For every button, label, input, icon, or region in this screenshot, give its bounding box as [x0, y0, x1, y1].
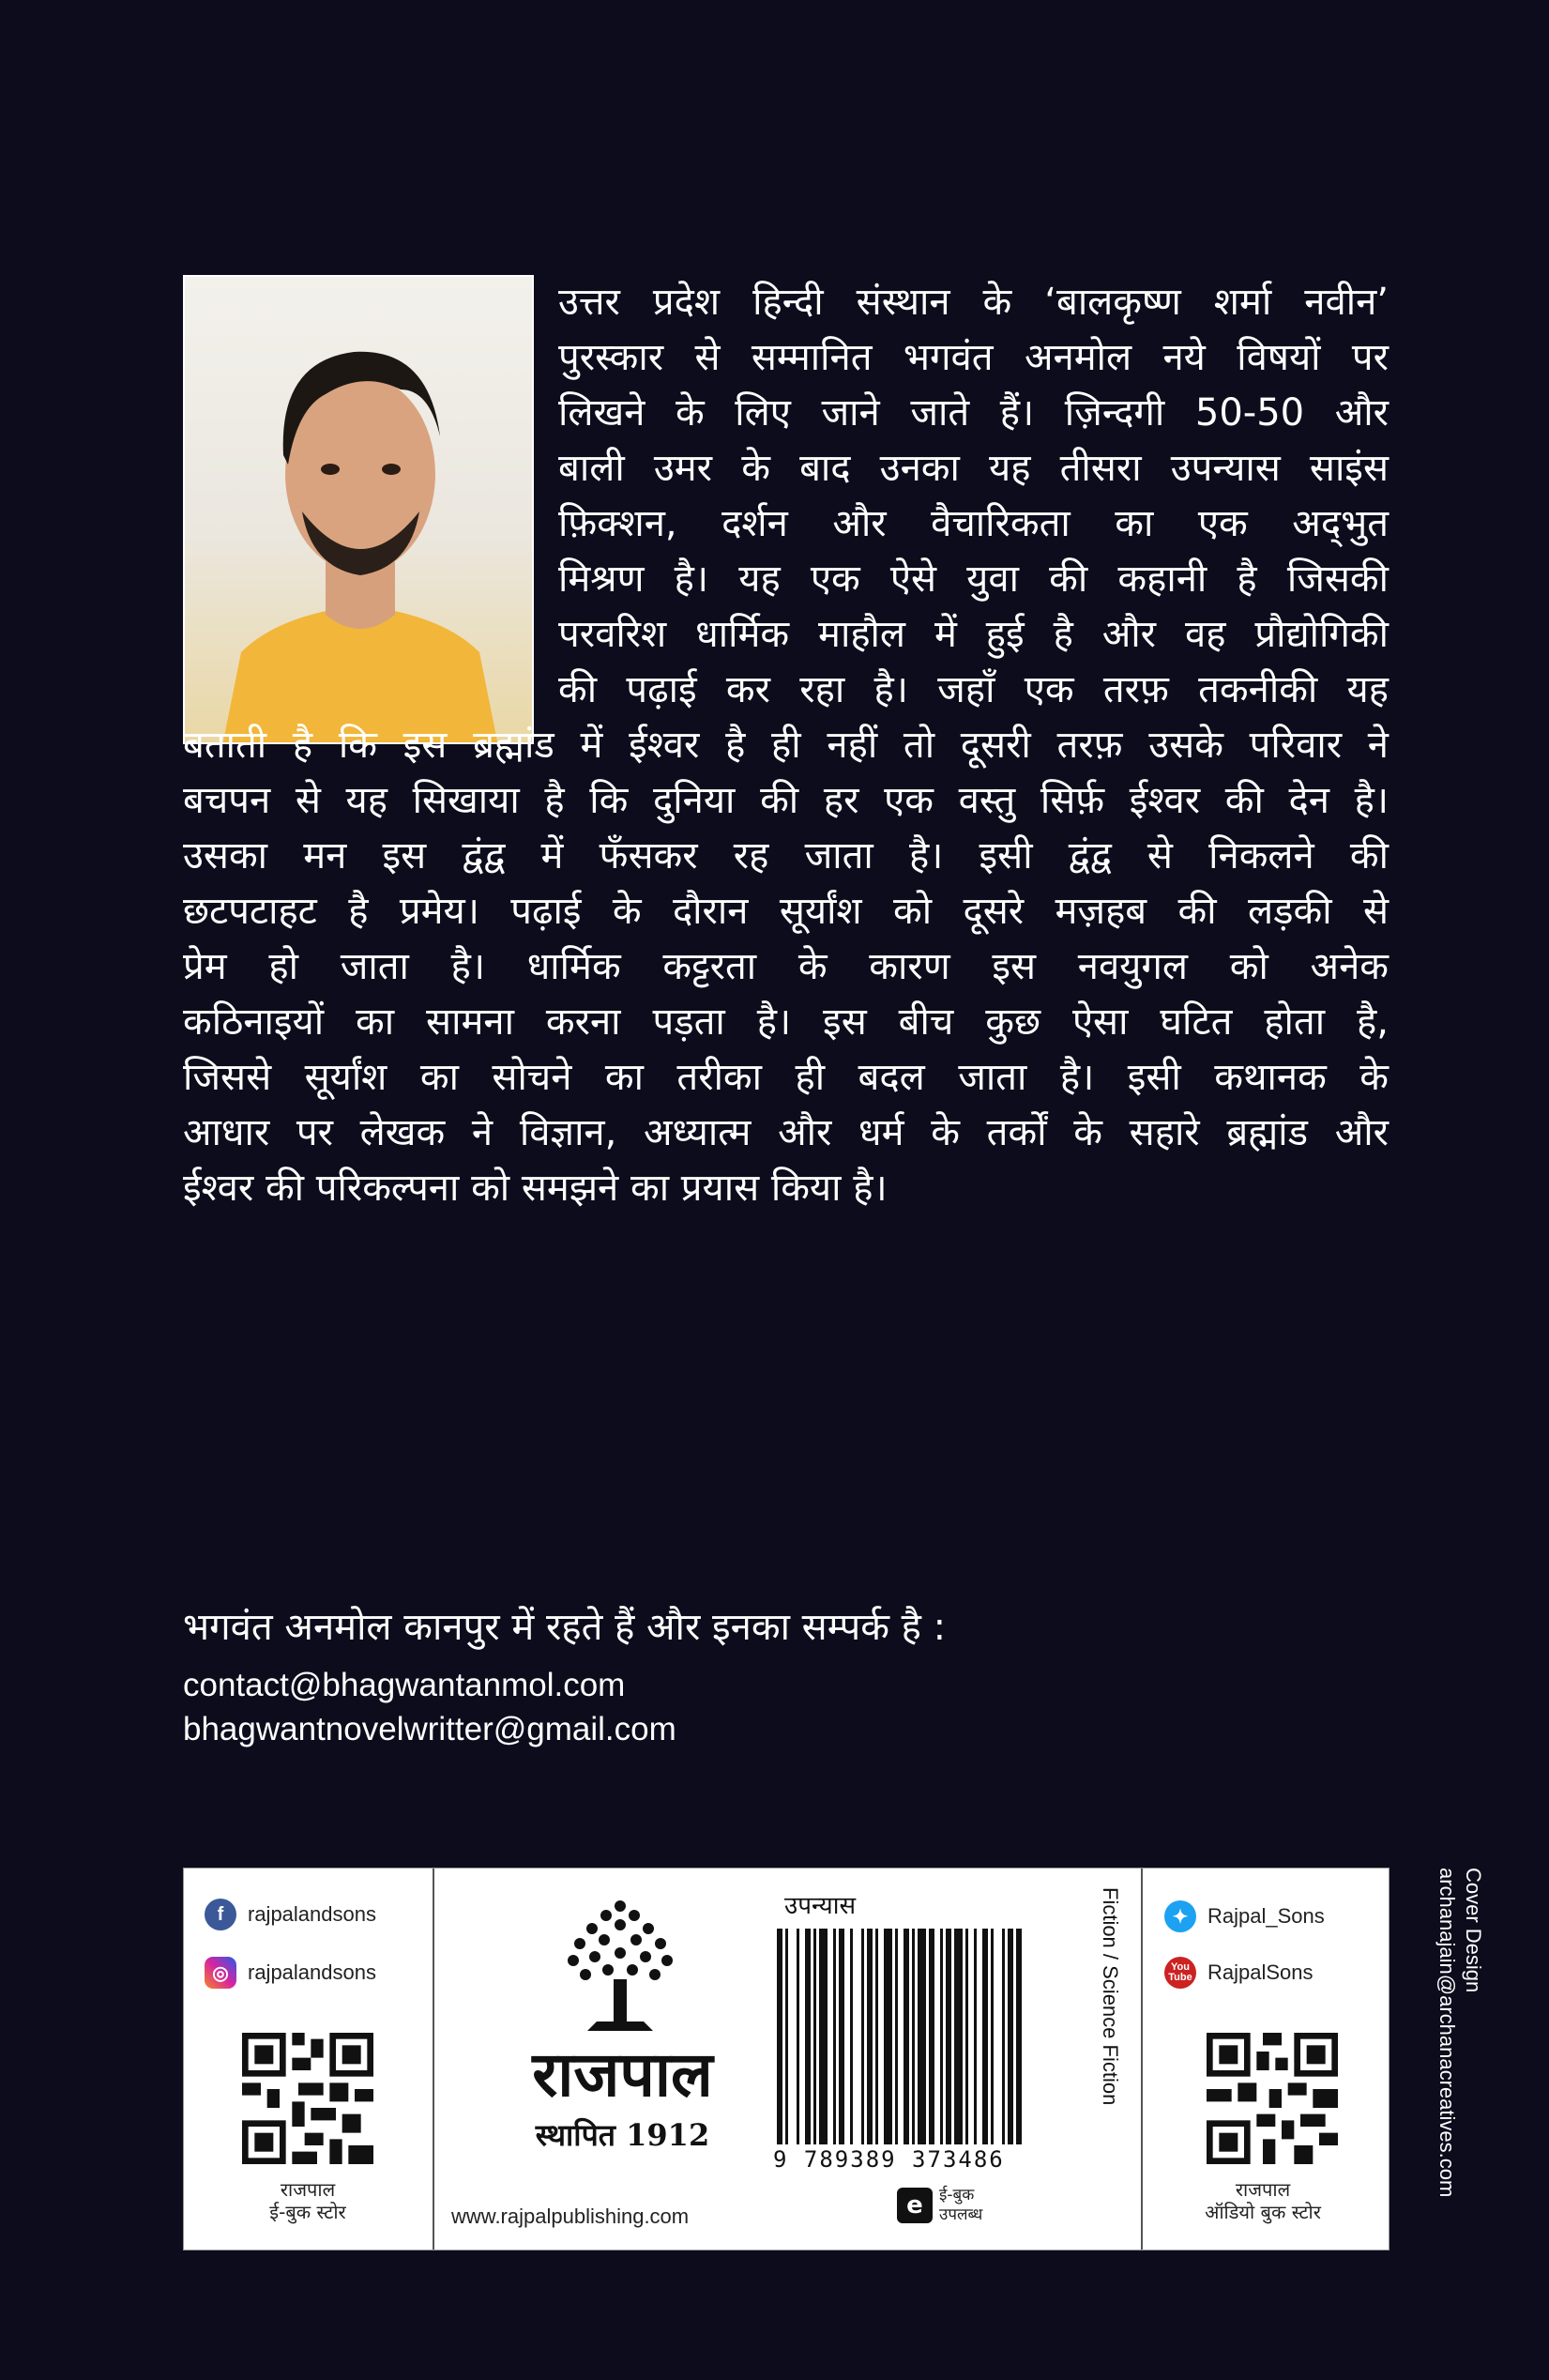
barcode-bar	[946, 1929, 951, 2144]
panel-divider	[1141, 1869, 1143, 2250]
barcode-bar	[965, 1929, 968, 2144]
blurb-line: मिश्रण है। यह एक ऐसे युवा की कहानी है जिसकी	[558, 557, 1389, 601]
youtube-row[interactable]	[1164, 1957, 1314, 1989]
cover-design-email: archanajain@archanacreatives.com	[1435, 1868, 1459, 2198]
facebook-row[interactable]	[205, 1899, 376, 1930]
isbn-digits: 9 789389 373486	[773, 2146, 1005, 2173]
ebook-icon: e	[897, 2188, 933, 2223]
barcode-bar	[991, 1929, 994, 2144]
twitter-row[interactable]	[1164, 1900, 1325, 1932]
blurb-line: बचपन से यह सिखाया है कि दुनिया की हर एक वस्तु सिर्फ़ ईश्वर की देन है।	[183, 779, 1389, 822]
blurb-line: बाली उमर के बाद उनका यह तीसरा उपन्यास साइंस	[558, 447, 1389, 490]
youtube-icon: You Tube	[1164, 1957, 1196, 1989]
rajpal-tree-logo	[559, 1895, 681, 2036]
barcode-bar	[785, 1929, 788, 2144]
category-label: उपन्यास	[784, 1892, 857, 1920]
barcode-bar	[918, 1929, 926, 2144]
barcode-bar	[839, 1929, 844, 2144]
qr-code-ebook-store[interactable]	[242, 2033, 373, 2164]
barcode-bar	[974, 1929, 977, 2144]
ebook-available-text: ई-बुक उपलब्ध	[939, 2186, 983, 2224]
barcode-bar	[1002, 1929, 1005, 2144]
panel-divider	[433, 1869, 434, 2250]
barcode-bar	[819, 1929, 828, 2144]
facebook-icon: f	[205, 1899, 236, 1930]
barcode-bar	[912, 1929, 915, 2144]
barcode-bar	[777, 1929, 782, 2144]
barcode-bar	[940, 1929, 943, 2144]
barcode-bar	[1008, 1929, 1013, 2144]
genre-label: Fiction / Science Fiction	[1099, 1887, 1122, 2106]
blurb-line: बताती है कि इस ब्रह्मांड में ईश्वर है ही नहीं तो दूसरी तरफ़ उसके परिवार ने	[183, 724, 1389, 767]
contact-email-1[interactable]: contact@bhagwantanmol.com	[183, 1667, 626, 1703]
blurb-line: प्रेम हो जाता है। धार्मिक कट्टरता के कारण इस नवयुगल को अनेक	[183, 945, 1389, 988]
rajpal-logo-text: राजपाल	[532, 2037, 713, 2111]
barcode-bar	[867, 1929, 873, 2144]
blurb-line: ईश्वर की परिकल्पना को समझने का प्रयास किया है।	[183, 1167, 888, 1210]
barcode-bar	[850, 1929, 853, 2144]
qr-right-caption: राजपाल ऑडियो बुक स्टोर	[1205, 2178, 1321, 2223]
facebook-handle: rajpalandsons	[248, 1902, 376, 1926]
barcode-bar	[982, 1929, 988, 2144]
barcode-bar	[875, 1929, 878, 2144]
twitter-handle: Rajpal_Sons	[1207, 1904, 1325, 1928]
author-photo	[183, 275, 534, 744]
blurb-line: जिससे सूर्यांश का सोचने का तरीका ही बदल जाता है। इसी कथानक के	[183, 1056, 1389, 1099]
barcode-bar	[929, 1929, 934, 2144]
publisher-website[interactable]: www.rajpalpublishing.com	[451, 2205, 690, 2228]
blurb-line: छटपटाहट है प्रमेय। पढ़ाई के दौरान सूर्यांश को दूसरे मज़हब की लड़की से	[183, 890, 1389, 933]
blurb-line: फ़िक्शन, दर्शन और वैचारिकता का एक अद्‌भुत	[558, 502, 1389, 545]
blurb-line: पुरस्कार से सम्मानित भगवंत अनमोल नये विषयों पर	[558, 336, 1389, 379]
barcode-bar	[805, 1929, 811, 2144]
contact-email-2[interactable]: bhagwantnovelwritter@gmail.com	[183, 1711, 676, 1747]
instagram-row[interactable]	[205, 1957, 376, 1989]
qr-left-caption: राजपाल ई-बुक स्टोर	[269, 2178, 346, 2223]
cover-design-label: Cover Design	[1462, 1868, 1485, 1993]
barcode-bar	[904, 1929, 909, 2144]
blurb-line: की पढ़ाई कर रहा है। जहाँ एक तरफ़ तकनीकी यह	[558, 668, 1389, 711]
blurb-line: लिखने के लिए जाने जाते हैं। ज़िन्दगी 50-50 और	[558, 391, 1389, 435]
barcode-bar	[895, 1929, 898, 2144]
publisher-panel	[183, 1868, 1390, 2250]
instagram-handle: rajpalandsons	[248, 1960, 376, 1984]
barcode-bar	[1016, 1929, 1022, 2144]
blurb-line: उत्तर प्रदेश हिन्दी संस्थान के ‘बालकृष्ण शर्मा नवीन’	[558, 281, 1389, 324]
blurb-line: आधार पर लेखक ने विज्ञान, अध्यात्म और धर्म के तर्कों के सहारे ब्रह्मांड और	[183, 1111, 1389, 1154]
barcode-bar	[797, 1929, 799, 2144]
contact-intro: भगवंत अनमोल कानपुर में रहते हैं और इनका सम्पर्क है :	[183, 1606, 947, 1649]
barcode-bar	[954, 1929, 963, 2144]
blurb-line: उसका मन इस द्वंद्व में फँसकर रह जाता है। इसी द्वंद्व से निकलने की	[183, 834, 1389, 877]
rajpal-logo-tagline: स्थापित 1912	[535, 2117, 710, 2153]
blurb-line: कठिनाइयों का सामना करना पड़ता है। इस बीच कुछ ऐसा घटित होता है,	[183, 1000, 1389, 1044]
instagram-icon: ◎	[205, 1957, 236, 1989]
blurb-line: परवरिश धार्मिक माहौल में हुई है और वह प्रौद्योगिकी	[558, 613, 1389, 656]
youtube-handle: RajpalSons	[1207, 1960, 1314, 1984]
barcode-bar	[833, 1929, 836, 2144]
barcode-bar	[861, 1929, 864, 2144]
barcode-bar	[884, 1929, 892, 2144]
barcode-bar	[813, 1929, 816, 2144]
qr-code-audiobook-store[interactable]	[1207, 2033, 1338, 2164]
isbn-barcode	[777, 1929, 1066, 2144]
twitter-icon: ✦	[1164, 1900, 1196, 1932]
